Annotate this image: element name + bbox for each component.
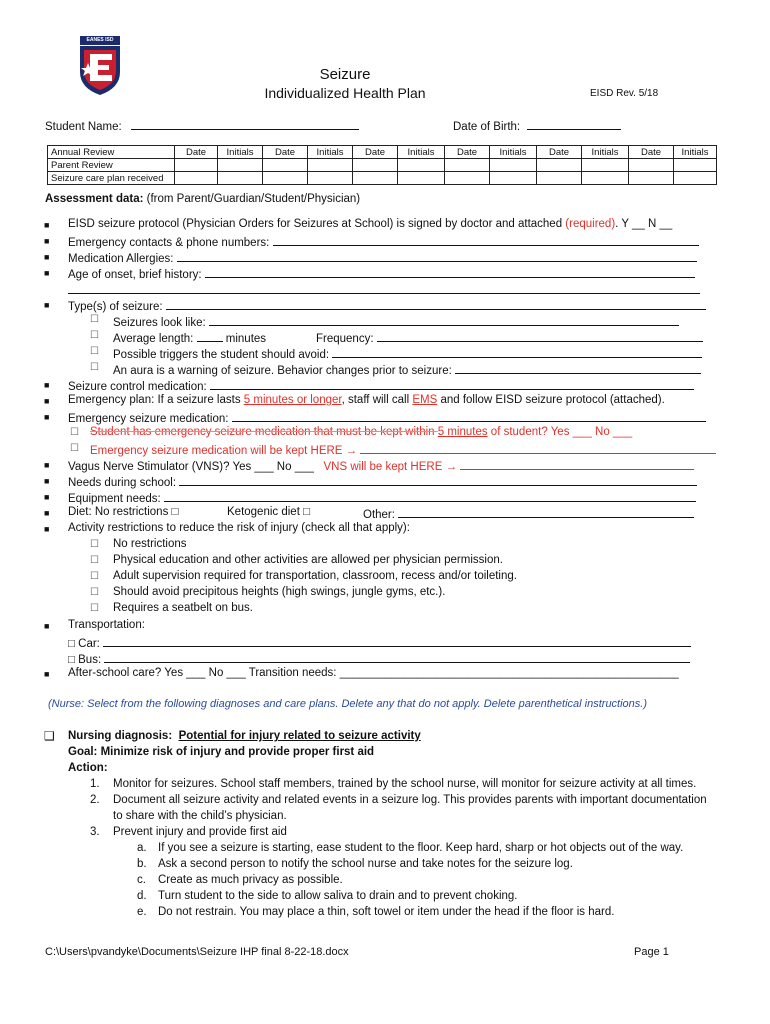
protocol-yn: . Y __ N __ xyxy=(615,218,673,230)
cell[interactable] xyxy=(582,172,629,185)
col-header: Date xyxy=(263,146,308,159)
plan-text: Emergency plan: If a seizure lasts xyxy=(68,394,244,406)
look-item xyxy=(113,314,679,329)
cell[interactable] xyxy=(353,159,398,172)
checkbox-icon[interactable]: ☐ xyxy=(90,362,99,373)
diet-item[interactable]: Diet: No restrictions □ xyxy=(68,506,179,518)
checkbox-icon[interactable]: ☐ xyxy=(90,571,99,582)
control-field[interactable] xyxy=(210,378,694,390)
step-number: 2. xyxy=(90,794,100,806)
bullet-icon: ■ xyxy=(44,524,50,534)
action-step: to share with the child’s physician. xyxy=(113,810,287,822)
bullet-icon: ■ xyxy=(44,380,50,390)
minutes-label: minutes xyxy=(225,333,267,345)
car-item xyxy=(68,635,691,650)
has-med-yn: of student? Yes ___ No ___ xyxy=(487,426,633,438)
checkbox-icon[interactable]: ❑ xyxy=(44,729,55,743)
checkbox-icon[interactable]: ☐ xyxy=(90,539,99,550)
protocol-text: EISD seizure protocol (Physician Orders for Seizures at School) is signed by doctor and attached xyxy=(68,218,566,230)
cell[interactable] xyxy=(398,172,445,185)
emerg-med-field[interactable] xyxy=(232,410,706,422)
allergies-field[interactable] xyxy=(177,250,697,262)
table-row xyxy=(48,172,717,185)
age-field[interactable] xyxy=(205,266,695,278)
checkbox-icon[interactable]: ☐ xyxy=(70,443,79,454)
kept-here-label: Emergency seizure medication will be kept HERE → xyxy=(90,445,358,457)
step-number: 3. xyxy=(90,826,100,838)
after-school-item xyxy=(68,667,679,679)
bullet-icon: ■ xyxy=(44,460,50,470)
cell[interactable] xyxy=(490,172,537,185)
assessment-heading xyxy=(45,193,360,205)
control-item xyxy=(68,378,694,393)
plan-text: and follow EISD seizure protocol (attached). xyxy=(437,394,665,406)
after-school-label: After-school care? Yes ___ No ___ Transition needs: xyxy=(68,667,337,679)
sub-letter: d. xyxy=(137,890,147,902)
has-med-text: Student has emergency seizure medication that must be kept within xyxy=(90,426,438,438)
equip-field[interactable] xyxy=(164,490,696,502)
sub-letter: c. xyxy=(137,874,146,886)
look-field[interactable] xyxy=(209,314,679,326)
assessment-source: (from Parent/Guardian/Student/Physician) xyxy=(146,193,361,205)
vns-label: Vagus Nerve Stimulator (VNS)? Yes ___ No ___ xyxy=(68,461,314,473)
col-header: Date xyxy=(445,146,490,159)
step-number: 1. xyxy=(90,778,100,790)
col-header: Initials xyxy=(218,146,263,159)
activity-option: Adult supervision required for transportation, classroom, recess and/or toileting. xyxy=(113,570,517,582)
plan-item xyxy=(68,394,665,406)
col-header: Initials xyxy=(674,146,717,159)
nurse-note: (Nurse: Select from the following diagnoses and care plans. Delete any that do not apply. Delete parenthetical instructions.) xyxy=(48,698,648,710)
bullet-icon: ■ xyxy=(44,220,50,230)
activity-option: Requires a seatbelt on bus. xyxy=(113,602,254,614)
keto-item[interactable]: Ketogenic diet □ xyxy=(227,506,311,518)
car-label[interactable]: □ Car: xyxy=(68,638,100,650)
emerg-med-item xyxy=(68,410,706,425)
checkbox-icon[interactable]: ☐ xyxy=(90,330,99,341)
bullet-icon: ■ xyxy=(44,396,50,406)
vns-kept-label: VNS will be kept HERE → xyxy=(323,461,458,473)
triggers-label: Possible triggers the student should avoid: xyxy=(113,349,330,361)
aura-label: An aura is a warning of seizure. Behavior changes prior to seizure: xyxy=(113,365,452,377)
activity-option: Physical education and other activities are allowed per physician permission. xyxy=(113,554,503,566)
types-field[interactable] xyxy=(166,298,706,310)
types-label: Type(s) of seizure: xyxy=(68,301,163,313)
control-label: Seizure control medication: xyxy=(68,381,207,393)
bullet-icon: ■ xyxy=(44,268,50,278)
kept-here-item xyxy=(90,442,716,457)
bus-field[interactable] xyxy=(104,651,690,663)
cell[interactable] xyxy=(353,172,398,185)
col-header: Date xyxy=(629,146,674,159)
cell[interactable] xyxy=(308,172,353,185)
diagnosis-heading: Nursing diagnosis: Potential for injury related to seizure activity xyxy=(68,730,421,742)
bullet-icon: ■ xyxy=(44,492,50,502)
bullet-icon: ■ xyxy=(44,300,50,310)
look-label: Seizures look like: xyxy=(113,317,206,329)
kept-here-field[interactable] xyxy=(360,442,716,454)
freq-label: Frequency: xyxy=(316,333,374,345)
triggers-field[interactable] xyxy=(332,346,702,358)
sub-step: Ask a second person to notify the school nurse and take notes for the seizure log. xyxy=(158,858,573,870)
row-label: Annual Review xyxy=(48,146,175,159)
plan-text: , staff will call xyxy=(341,394,413,406)
sub-letter: e. xyxy=(137,906,147,918)
row-label: Seizure care plan received xyxy=(48,172,175,185)
checkbox-icon[interactable]: ☐ xyxy=(90,603,99,614)
sub-step: If you see a seizure is starting, ease student to the floor. Keep hard, sharp or hot objects out of the way. xyxy=(158,842,684,854)
col-header: Initials xyxy=(308,146,353,159)
cell[interactable] xyxy=(674,159,717,172)
cell[interactable] xyxy=(537,159,582,172)
checkbox-icon[interactable]: ☐ xyxy=(90,555,99,566)
bus-label[interactable]: □ Bus: xyxy=(68,654,102,666)
sub-step: Create as much privacy as possible. xyxy=(158,874,343,886)
action-step: Prevent injury and provide first aid xyxy=(113,826,287,838)
transport-heading: Transportation: xyxy=(68,619,145,631)
equip-label: Equipment needs: xyxy=(68,493,161,505)
sub-step: Do not restrain. You may place a thin, soft towel or item under the head if the floor is hard. xyxy=(158,906,615,918)
bullet-icon: ■ xyxy=(44,669,50,679)
has-med-item xyxy=(90,426,632,438)
plan-duration: 5 minutes or longer xyxy=(243,394,342,406)
vns-item xyxy=(68,458,694,473)
bullet-icon: ■ xyxy=(44,236,50,246)
cell[interactable] xyxy=(674,172,717,185)
car-field[interactable] xyxy=(103,635,691,647)
page-number: Page 1 xyxy=(634,946,669,958)
checkbox-icon[interactable]: ☐ xyxy=(70,427,79,438)
revision: EISD Rev. 5/18 xyxy=(590,88,659,99)
freq-field[interactable] xyxy=(377,330,703,342)
footer-path: C:\Users\pvandyke\Documents\Seizure IHP final 8-22-18.docx xyxy=(45,946,349,958)
col-header: Date xyxy=(353,146,398,159)
bullet-icon: ■ xyxy=(44,412,50,422)
cell[interactable] xyxy=(308,159,353,172)
bullet-icon: ■ xyxy=(44,621,50,631)
dob-label: Date of Birth: xyxy=(453,121,521,133)
col-header: Date xyxy=(537,146,582,159)
activity-heading: Activity restrictions to reduce the risk of injury (check all that apply): xyxy=(68,522,410,534)
avg-item xyxy=(113,330,266,345)
diagnosis-action: Action: xyxy=(68,762,108,774)
cell[interactable] xyxy=(263,159,308,172)
student-name-field[interactable] xyxy=(131,118,359,130)
col-header: Initials xyxy=(490,146,537,159)
contacts-item xyxy=(68,234,699,249)
col-header: Date xyxy=(175,146,218,159)
contacts-field[interactable] xyxy=(273,234,699,246)
age-field-line2[interactable] xyxy=(68,282,700,297)
transition-field[interactable]: _____________________________________________________ xyxy=(339,667,679,679)
cell[interactable] xyxy=(263,172,308,185)
diagnosis-label: Nursing diagnosis xyxy=(68,730,169,742)
sub-step: Turn student to the side to allow saliva to drain and to prevent choking. xyxy=(158,890,518,902)
cell[interactable] xyxy=(490,159,537,172)
other-field[interactable] xyxy=(398,506,694,518)
bullet-icon: ■ xyxy=(44,508,50,518)
checkbox-icon[interactable]: ☐ xyxy=(90,587,99,598)
action-step: Document all seizure activity and related events in a seizure log. This provides parents with important documentation xyxy=(113,794,707,806)
checkbox-icon[interactable]: ☐ xyxy=(90,346,99,357)
bus-item xyxy=(68,651,690,666)
sub-letter: a. xyxy=(137,842,147,854)
age-item xyxy=(68,266,695,281)
student-name-label: Student Name: xyxy=(45,121,122,133)
triggers-item xyxy=(113,346,702,361)
avg-field[interactable] xyxy=(197,330,223,342)
action-step: Monitor for seizures. School staff members, trained by the school nurse, will monitor for seizure activity at all times. xyxy=(113,778,697,790)
table-row xyxy=(48,159,717,172)
cell[interactable] xyxy=(175,172,218,185)
needs-field[interactable] xyxy=(179,474,697,486)
sub-letter: b. xyxy=(137,858,147,870)
vns-field[interactable] xyxy=(460,458,694,470)
allergies-label: Medication Allergies: xyxy=(68,253,174,265)
allergies-item xyxy=(68,250,697,265)
types-item xyxy=(68,298,706,313)
contacts-label: Emergency contacts & phone numbers: xyxy=(68,237,270,249)
cell[interactable] xyxy=(629,172,674,185)
col-header: Initials xyxy=(398,146,445,159)
review-table xyxy=(47,145,717,185)
cell[interactable] xyxy=(218,172,263,185)
diagnosis-title: Potential for injury related to seizure activity xyxy=(178,730,421,742)
aura-item xyxy=(113,362,701,377)
protocol-item xyxy=(68,218,672,230)
cell[interactable] xyxy=(218,159,263,172)
bullet-icon: ■ xyxy=(44,252,50,262)
bullet-icon: ■ xyxy=(44,476,50,486)
activity-option: Should avoid precipitous heights (high swings, jungle gyms, etc.). xyxy=(113,586,446,598)
other-label: Other: xyxy=(363,509,395,521)
cell[interactable] xyxy=(175,159,218,172)
activity-option: No restrictions xyxy=(113,538,187,550)
page-title: Seizure xyxy=(319,66,371,83)
col-header: Initials xyxy=(582,146,629,159)
diagnosis-goal: Goal: Minimize risk of injury and provide proper first aid xyxy=(68,746,375,758)
logo-text: EANES ISD xyxy=(86,37,114,43)
student-name-row xyxy=(45,118,359,133)
needs-label: Needs during school: xyxy=(68,477,177,489)
cell[interactable] xyxy=(445,159,490,172)
assessment-label: Assessment data: xyxy=(45,193,144,205)
needs-item xyxy=(68,474,697,489)
cell[interactable] xyxy=(537,172,582,185)
has-med-time: 5 minutes xyxy=(437,426,488,438)
equip-item xyxy=(68,490,696,505)
avg-label: Average length: xyxy=(113,333,194,345)
cell[interactable] xyxy=(445,172,490,185)
row-label: Parent Review xyxy=(48,159,175,172)
dob-field[interactable] xyxy=(527,118,621,130)
required-note: (required) xyxy=(565,218,616,230)
checkbox-icon[interactable]: ☐ xyxy=(90,314,99,325)
dob-row xyxy=(453,118,621,133)
freq-item xyxy=(316,330,703,345)
cell[interactable] xyxy=(398,159,445,172)
cell[interactable] xyxy=(582,159,629,172)
table-row xyxy=(48,146,717,159)
aura-field[interactable] xyxy=(455,362,701,374)
page-subtitle: Individualized Health Plan xyxy=(264,85,426,101)
cell[interactable] xyxy=(629,159,674,172)
diet-other-item xyxy=(363,506,694,521)
age-label: Age of onset, brief history: xyxy=(68,269,202,281)
plan-ems: EMS xyxy=(412,394,438,406)
emerg-med-label: Emergency seizure medication: xyxy=(68,413,229,425)
